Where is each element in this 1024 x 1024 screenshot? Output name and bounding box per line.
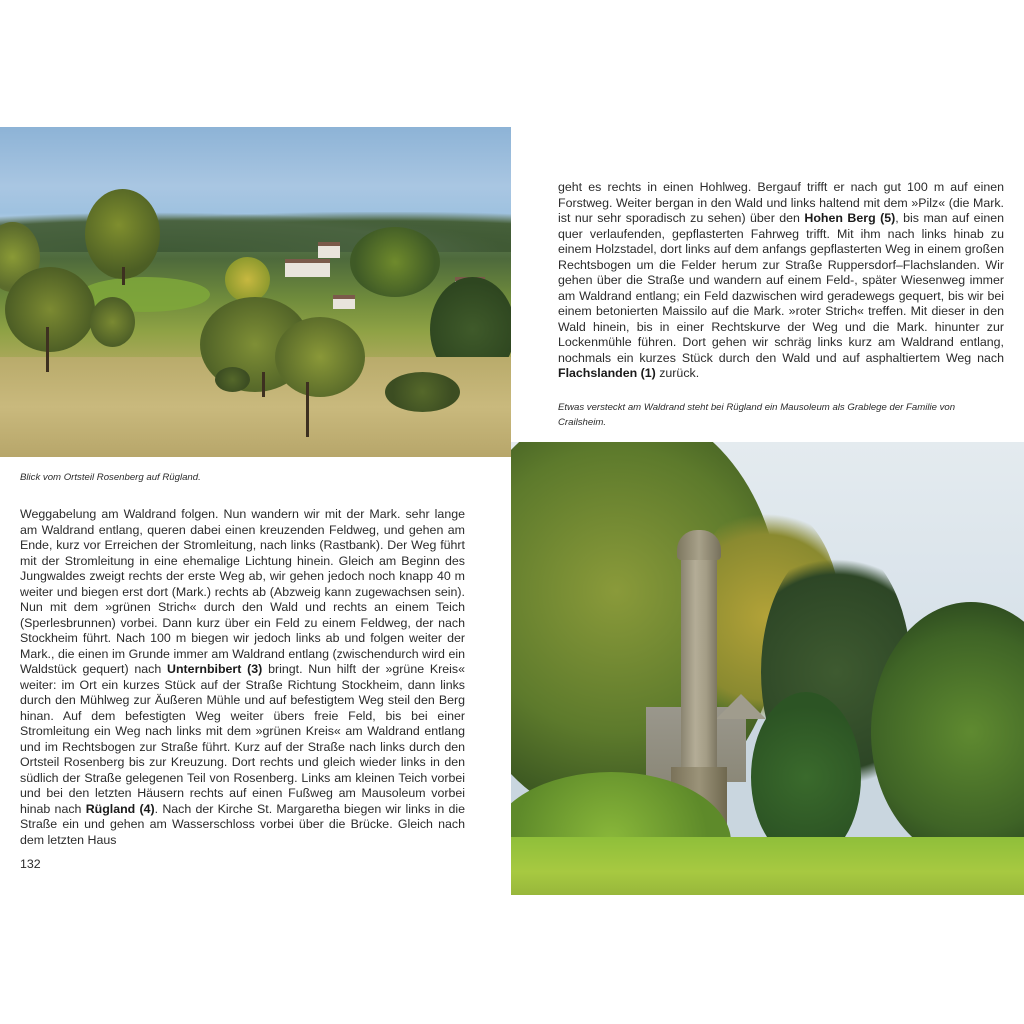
page-number: 132 xyxy=(20,857,41,871)
shrub xyxy=(215,367,250,392)
waypoint-flachslanden: Flachslanden (1) xyxy=(558,366,656,380)
text-run: geht es rechts in einen Hohlweg. Bergauf trifft er nach gut 100 m auf einen Forstweg. Weiter bergan in den Wald und links haltend mit dem »Pilz« (die Mark. ist nur sehr sporadisch zu sehen) über den xyxy=(558,180,1004,225)
village-house xyxy=(318,242,340,258)
orchard-tree xyxy=(90,297,135,347)
text-run: Weggabelung am Waldrand folgen. Nun wandern wir mit der Mark. sehr lange am Waldrand entlang, queren dabei einen kreuzenden Feldweg, und gehen am Ende, kurz vor Erreichen der Stromleitung, nach links (Rastbank). Der Weg führt mit der Stromleitung in eine ehemalige Lichtung hinein. Gleich am Beginn des Jungwaldes zweigt rechts der erste Weg ab, wir gehen jedoch noch knapp 40 m weiter und biegen erst dort (Mark.) rechts ab (Abzweig kann zugewachsen sein). Nun mit dem »grünen Strich« durch den Wald und rechts an einem Teich (Sperlesbrunnen) vorbei. Dann kurz über ein Feld zu einem Feldweg, der nach Stockheim führt. Nach 100 m biegen wir jedoch links ab und folgen weiter der Mark., die einen im Grunde immer am Waldrand entlang (zwischendurch wird ein Waldstück gequert) nach xyxy=(20,507,465,676)
text-run: . Nach der Kirche St. Margaretha biegen wir links in die Straße ein und gehen am Wasserschloss vorbei über die Brücke. Gleich nach dem letzten Haus xyxy=(20,801,465,847)
column-capital xyxy=(677,530,721,560)
mausoleum-pediment xyxy=(716,694,766,719)
landscape-photo xyxy=(0,127,511,457)
tree-trunk xyxy=(306,382,309,437)
text-run: zurück. xyxy=(655,366,700,380)
orchard-tree xyxy=(275,317,365,397)
text-run: , bis man auf einen quer verlaufenden, gepflasterten Fahrweg trifft. Mit ihm nach links hinab zu einem Holzstadel, dort links auf dem anfangs gepflasterten Weg in einem großen Rechtsbogen um die Felder herum zur Straße Ruppersdorf–Flachslanden. Wir gehen über die Straße und wandern auf einem Feld-, später Wiesenweg immer am Waldrand entlang; ein Feld dazwischen wird geradewegs gequert, bis wir bei einem betonierten Maissilo auf die Mark. »roter Strich« treffen. Mit dieser in den Wald hinein, bis in einer Rechtskurve der Weg und die Mark. hinunter zur Lockenmühle führen. Dort gehen wir schräg links kurz am Waldrand entlang, nochmals ein kurzes Stück durch den Wald und auf asphaltiertem Weg nach xyxy=(558,211,1004,365)
tree-trunk xyxy=(262,372,265,397)
photo-caption-left: Blick vom Ortsteil Rosenberg auf Rügland. xyxy=(20,472,201,483)
photo-caption-right: Etwas versteckt am Waldrand steht bei Rügland ein Mausoleum als Grablege der Familie von Crailsheim. xyxy=(558,402,956,428)
mausoleum-photo xyxy=(511,442,1024,895)
grass-lawn xyxy=(511,837,1024,895)
village-house xyxy=(333,295,355,309)
waypoint-unternbibert: Unternbibert (3) xyxy=(167,662,263,676)
tree-trunk xyxy=(46,327,49,372)
body-text-right-column xyxy=(558,180,1004,382)
orchard-tree xyxy=(5,267,95,352)
large-tree xyxy=(85,189,160,279)
waypoint-hohen-berg: Hohen Berg (5) xyxy=(804,211,896,225)
waypoint-ruegland: Rügland (4) xyxy=(85,801,155,816)
text-run: bringt. Nun hilft der »grüne Kreis« weiter: im Ort ein kurzes Stück auf der Straße Richtung Stockheim, dann links durch den Mühlweg zur Äußeren Mühle und auf befestigtem Weg steil den Berg hinan. Auf dem befestigten Weg weiter übers freie Feld, bis bei einer Stromleitung ein Weg nach links mit dem »grünen Kreis« am Waldrand entlang und im Rechtsbogen zur Straße führt. Kurz auf der Straße nach links durch den Ortsteil Rosenberg bis zur Kreuzung. Dort rechts und gleich wieder links in den südlich der Straße gelegenen Teil von Rosenberg. Links am kleinen Teich vorbei und bei den letzten Häusern rechts auf einen Fußweg am Mausoleum vorbei hinab nach xyxy=(20,662,465,816)
village-trees xyxy=(350,227,440,297)
village-house xyxy=(285,259,330,277)
tree-trunk xyxy=(122,267,125,285)
body-text-left-column xyxy=(20,507,465,848)
yellow-tree xyxy=(225,257,270,302)
shrub xyxy=(385,372,460,412)
